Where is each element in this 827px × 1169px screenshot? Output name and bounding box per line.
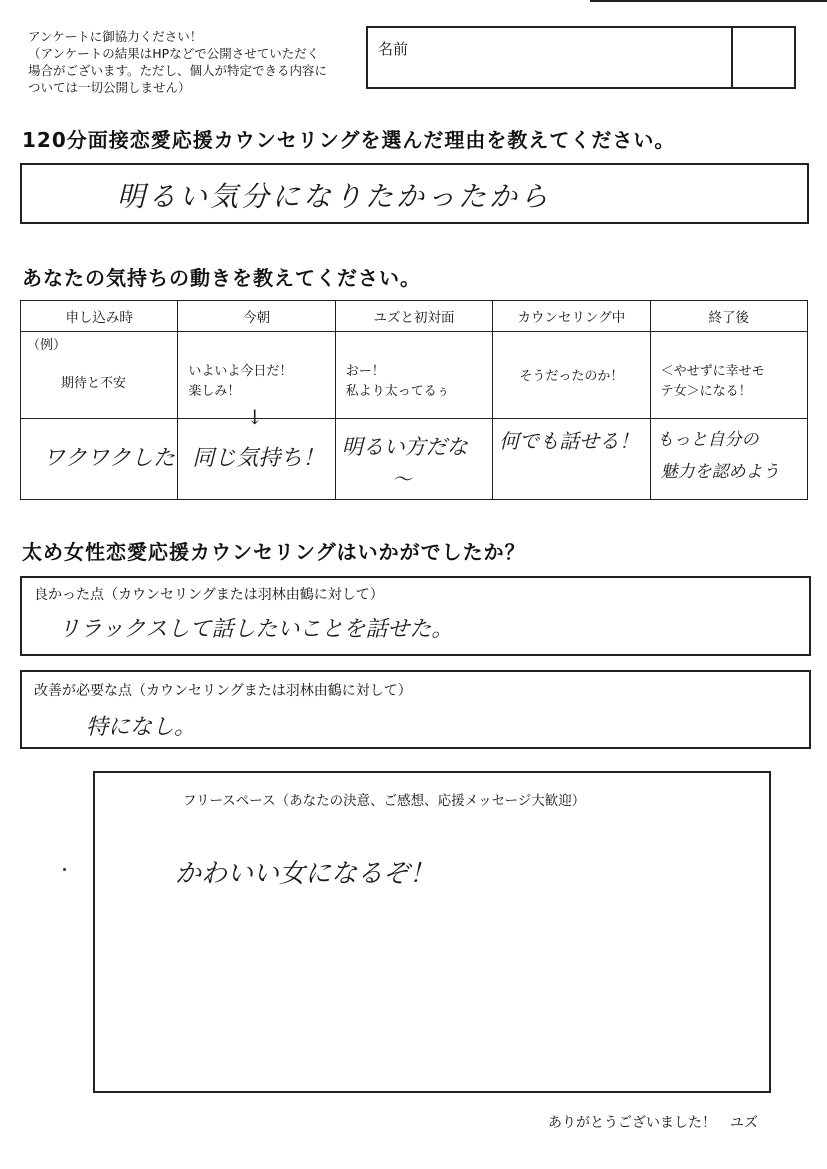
answer-cell[interactable] xyxy=(650,419,807,500)
name-label: 名前 xyxy=(378,40,409,58)
header-during-counseling: カウンセリング中 xyxy=(493,301,650,332)
notice-line: 場合がございます。ただし、個人が特定できる内容に xyxy=(28,63,328,78)
header-apply: 申し込み時 xyxy=(21,301,178,332)
example-text: 楽しみ！ xyxy=(188,384,241,399)
example-text: おー！ xyxy=(345,364,385,379)
answer-cell[interactable] xyxy=(21,419,178,500)
feelings-table xyxy=(20,300,808,500)
answer-first-meeting-tilde: 〜 xyxy=(391,467,412,491)
example-cell xyxy=(493,332,650,419)
free-space-label: フリースペース（あなたの決意、ご感想、応援メッセージ大歓迎） xyxy=(183,793,586,809)
name-field[interactable] xyxy=(366,26,796,89)
feelings-header-row xyxy=(21,301,808,332)
q3-question: 太め女性恋愛応援カウンセリングはいかがでしたか？ xyxy=(22,540,526,564)
notice-line: アンケートに御協力ください！ xyxy=(28,29,203,44)
arrow-down-icon: ↓ xyxy=(246,405,264,429)
example-cell xyxy=(21,332,178,419)
answer-after: もっと自分の xyxy=(656,430,759,450)
survey-notice xyxy=(28,28,358,96)
improvement-answer: 特になし。 xyxy=(86,715,197,740)
answer-this-morning: 同じ気持ち！ xyxy=(192,446,325,471)
example-text: いよいよ今日だ！ xyxy=(188,364,293,379)
improvement-label: 改善が必要な点（カウンセリングまたは羽林由鶴に対して） xyxy=(34,683,412,699)
good-points-box xyxy=(20,576,811,656)
q1-answer: 明るい気分になりたかったから xyxy=(117,180,552,213)
example-text: そうだったのか！ xyxy=(519,369,624,384)
example-text: ＜やせずに幸せモ xyxy=(660,364,765,379)
q2-question: あなたの気持ちの動きを教えてください。 xyxy=(22,266,421,290)
example-text: 期待と不安 xyxy=(61,376,127,391)
footer-thanks: ありがとうございました！ ユズ xyxy=(548,1115,758,1131)
example-cell xyxy=(335,332,492,419)
header-first-meeting: ユズと初対面 xyxy=(335,301,492,332)
notice-line: （アンケートの結果はHPなどで公開させていただく xyxy=(28,46,320,61)
free-space-box xyxy=(93,771,771,1093)
example-cell xyxy=(650,332,807,419)
example-text: 私より太ってるぅ xyxy=(345,384,450,399)
example-text: テ女＞になる！ xyxy=(660,384,752,399)
stray-mark xyxy=(63,868,66,871)
answer-cell[interactable] xyxy=(493,419,650,500)
feelings-answer-row xyxy=(21,419,808,500)
answer-during: 何でも話せる！ xyxy=(499,429,640,453)
feelings-example-row xyxy=(21,332,808,419)
name-field-divider xyxy=(731,28,733,87)
good-points-answer: リラックスして話したいことを話せた。 xyxy=(58,617,454,642)
free-space-answer: かわいい女になるぞ！ xyxy=(175,859,436,889)
q1-question: 120分面接恋愛応援カウンセリングを選んだ理由を教えてください。 xyxy=(22,128,676,152)
notice-line: ついては一切公開しません） xyxy=(28,80,191,95)
good-points-label: 良かった点（カウンセリングまたは羽林由鶴に対して） xyxy=(34,587,384,603)
header-this-morning: 今朝 xyxy=(178,301,335,332)
answer-cell[interactable] xyxy=(335,419,492,500)
answer-first-meeting: 明るい方だな xyxy=(341,435,468,459)
answer-cell[interactable] xyxy=(178,405,335,500)
answer-after: 魅力を認めよう xyxy=(660,462,780,482)
q1-answer-box xyxy=(20,163,809,224)
improvement-box xyxy=(20,670,811,749)
example-label: （例） xyxy=(27,338,67,353)
answer-apply: ワクワクした xyxy=(43,446,176,471)
top-rule xyxy=(590,0,827,2)
header-after: 終了後 xyxy=(650,301,807,332)
